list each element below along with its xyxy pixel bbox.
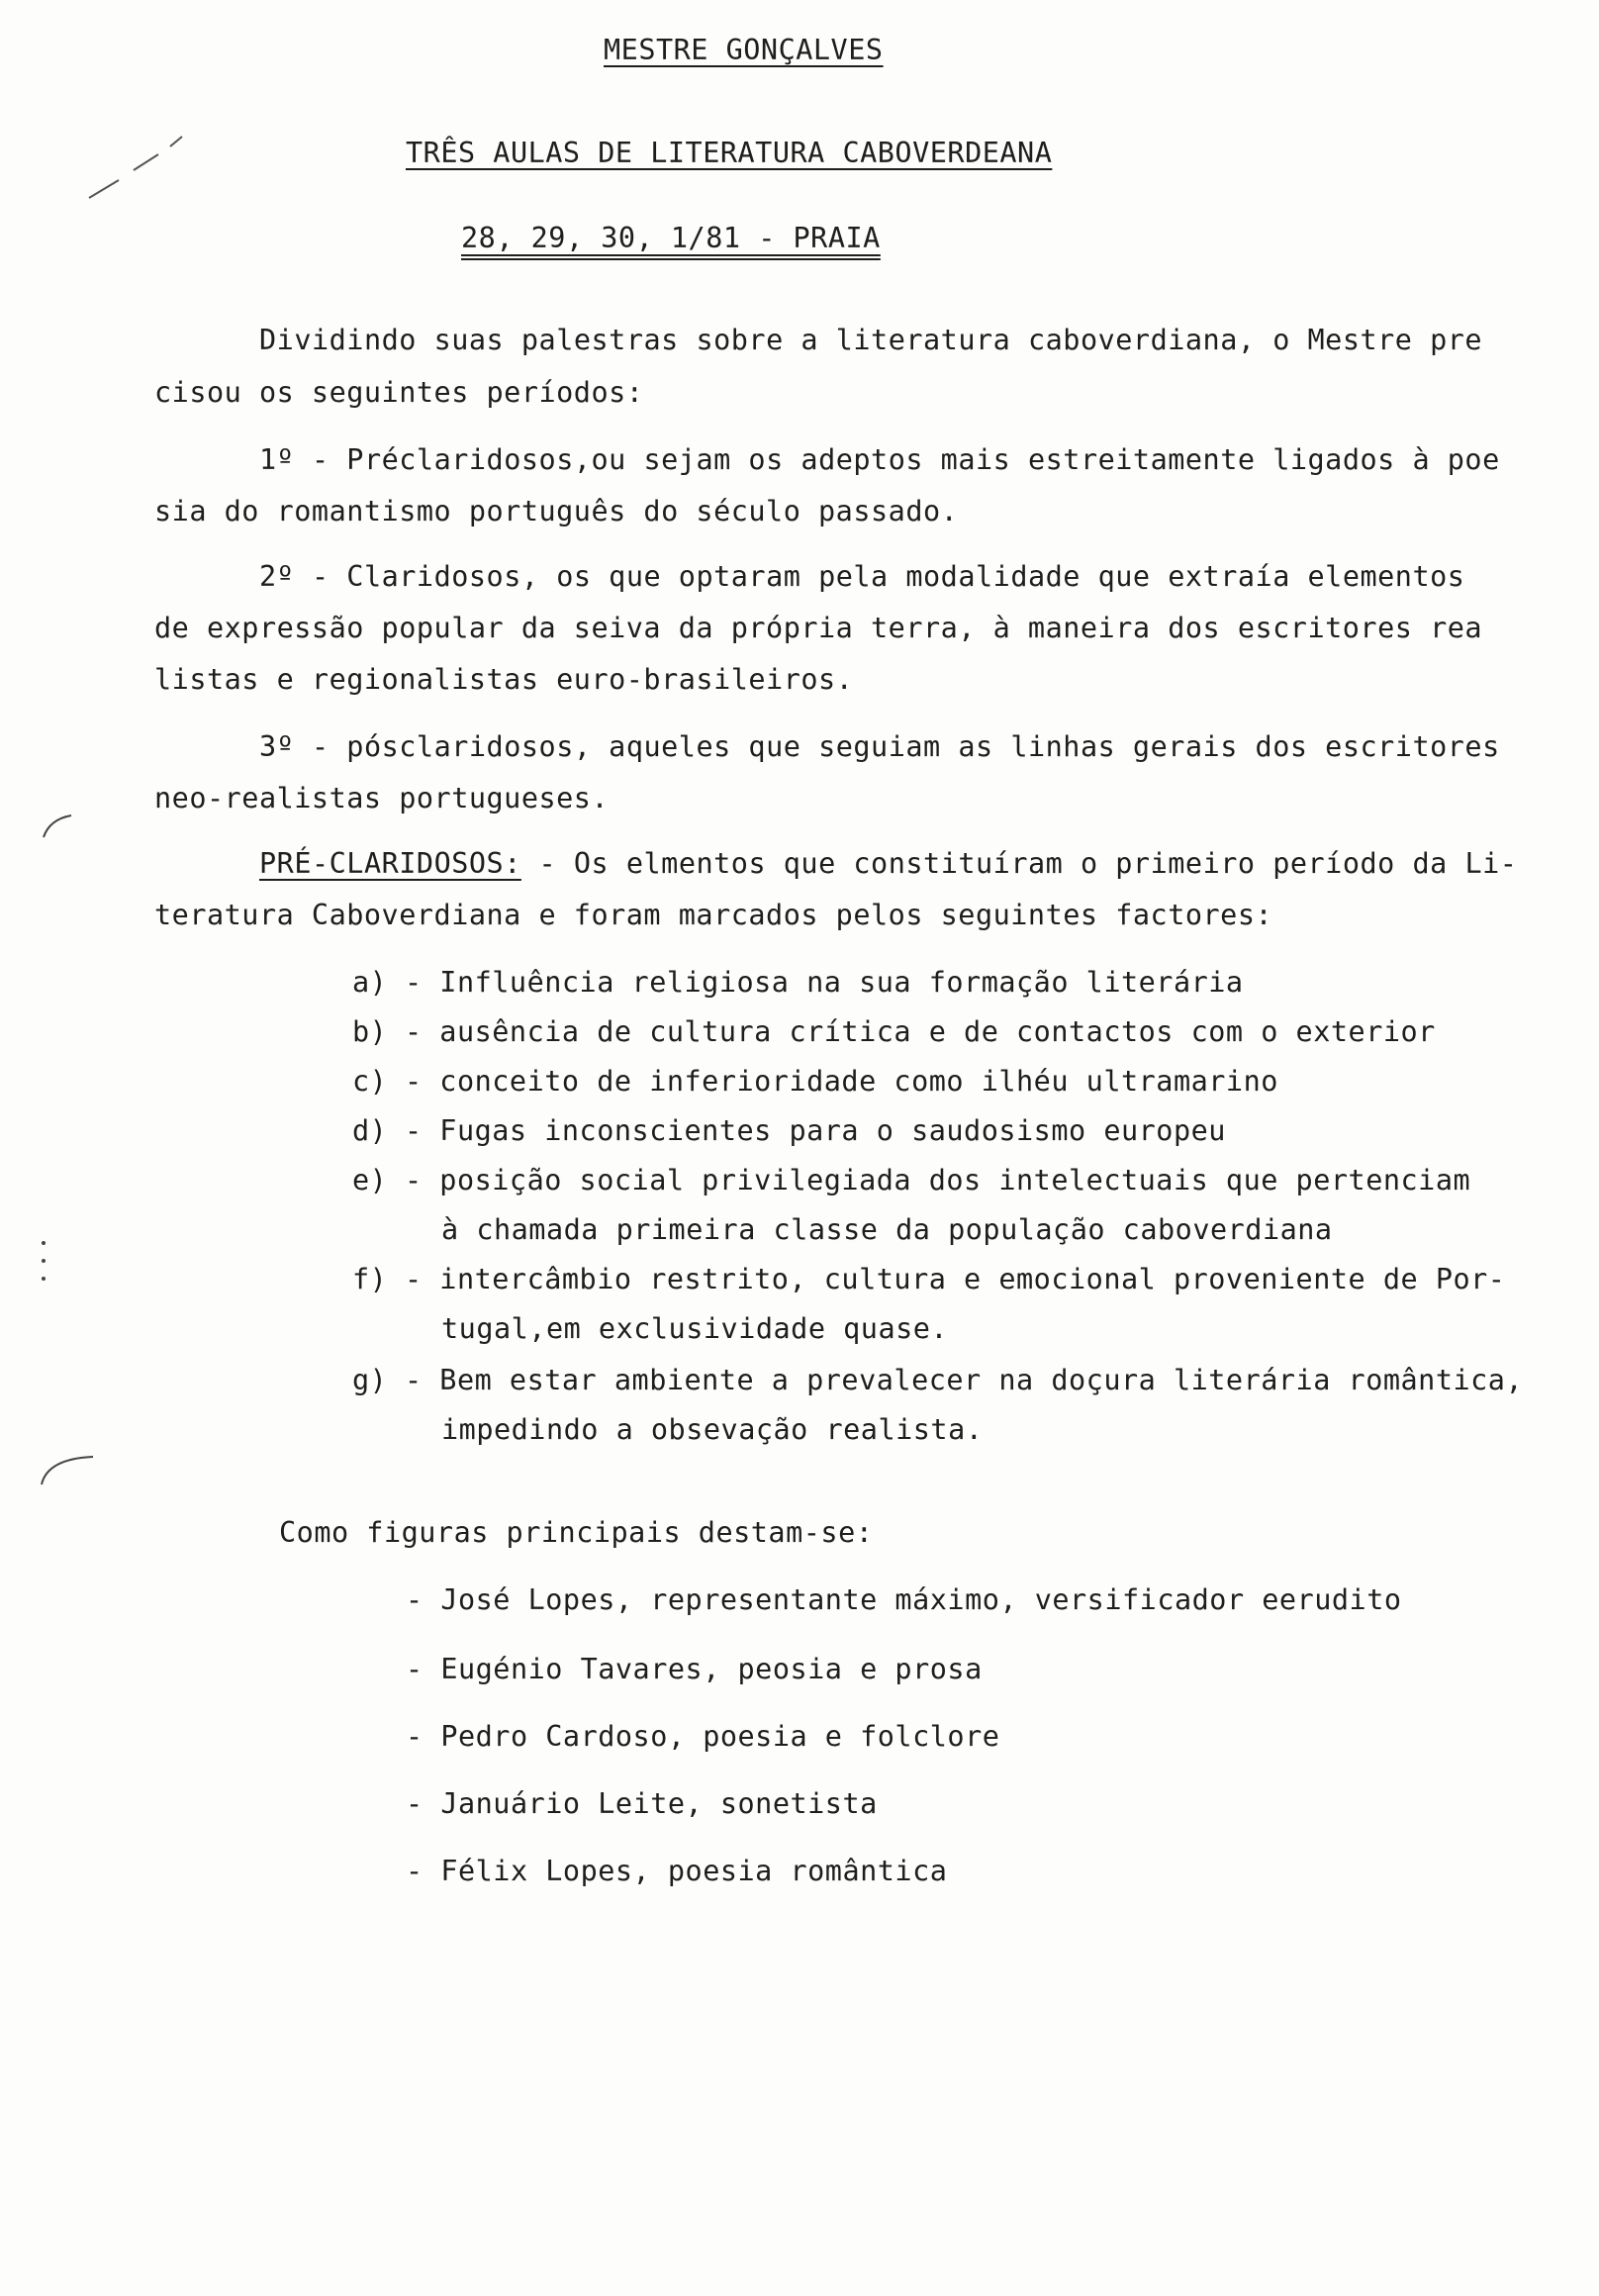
factor-item-continuation: à chamada primeira classe da população caboverdiana	[441, 1213, 1333, 1246]
dates-line: 28, 29, 30, 1/81 - PRAIA	[461, 222, 881, 254]
factor-item: b) - ausência de cultura crítica e de contactos com o exterior	[352, 1015, 1436, 1048]
figures-heading: Como figuras principais destam-se:	[279, 1516, 874, 1549]
period-2-line-3: listas e regionalistas euro-brasileiros.	[154, 663, 854, 696]
scan-dots-decoration	[36, 1235, 55, 1294]
period-1-line-2: sia do romantismo português do século passado.	[154, 495, 959, 527]
section-intro-line-1	[259, 847, 1517, 880]
section-intro-line-2: teratura Caboverdiana e foram marcados pelos seguintes factores:	[154, 899, 1273, 931]
factor-item-continuation: tugal,em exclusividade quase.	[441, 1312, 949, 1345]
figure-item: - Félix Lopes, poesia romântica	[406, 1855, 948, 1887]
section-intro-text: - Os elmentos que constituíram o primeiro período da Li-	[520, 847, 1518, 880]
period-2-line-1: 2º - Claridosos, os que optaram pela modalidade que extraía elementos	[259, 560, 1465, 593]
intro-line-1: Dividindo suas palestras sobre a literatura caboverdiana, o Mestre pre	[259, 324, 1483, 356]
period-2-line-2: de expressão popular da seiva da própria terra, à maneira dos escritores rea	[154, 612, 1483, 644]
figure-item: - José Lopes, representante máximo, versificador eerudito	[406, 1583, 1402, 1616]
pen-mark-decoration	[79, 119, 188, 208]
period-3-line-2: neo-realistas portugueses.	[154, 782, 610, 814]
section-heading: PRÉ-CLARIDOSOS:	[259, 847, 521, 880]
intro-line-2: cisou os seguintes períodos:	[154, 376, 644, 409]
factor-item: a) - Influência religiosa na sua formação literária	[352, 966, 1244, 999]
scan-mark-decoration	[40, 812, 79, 841]
scan-mark-decoration	[38, 1449, 97, 1488]
figure-item: - Eugénio Tavares, peosia e prosa	[406, 1653, 983, 1685]
factor-item: f) - intercâmbio restrito, cultura e emocional proveniente de Por-	[352, 1263, 1506, 1295]
document-title: TRÊS AULAS DE LITERATURA CABOVERDEANA	[406, 137, 1053, 169]
period-3-line-1: 3º - pósclaridosos, aqueles que seguiam as linhas gerais dos escritores	[259, 730, 1500, 763]
factor-item: e) - posição social privilegiada dos intelectuais que pertenciam	[352, 1164, 1471, 1196]
author-heading: MESTRE GONÇALVES	[604, 34, 884, 66]
factor-item: g) - Bem estar ambiente a prevalecer na doçura literária romântica,	[352, 1364, 1524, 1396]
period-1-line-1: 1º - Préclaridosos,ou sejam os adeptos mais estreitamente ligados à poe	[259, 443, 1500, 476]
factor-item: c) - conceito de inferioridade como ilhéu ultramarino	[352, 1065, 1278, 1098]
factor-item: d) - Fugas inconscientes para o saudosismo europeu	[352, 1114, 1226, 1147]
figure-item: - Pedro Cardoso, poesia e folclore	[406, 1720, 1000, 1753]
factor-item-continuation: impedindo a obsevação realista.	[441, 1413, 984, 1446]
figure-item: - Januário Leite, sonetista	[406, 1787, 878, 1820]
